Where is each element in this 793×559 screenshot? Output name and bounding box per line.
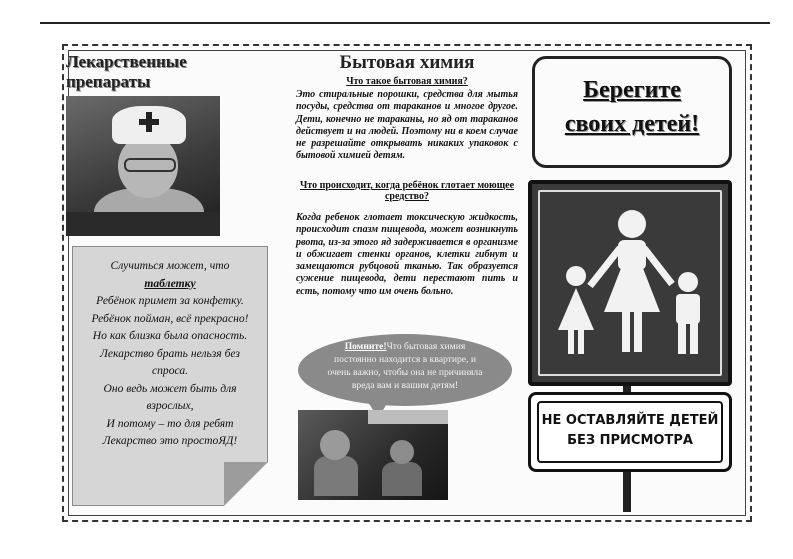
poem-line: И потому – то для ребят Лекарство это простоЯД! xyxy=(102,416,238,447)
paragraph-definition: Это стиральные порошки, средства для мытья посуды, средства от тараканов и многое другое. Дети, конечно не тараканы, но яд от тараканов действует и на людей. Поэтому ни в коем случае не разрешайте открывать никаких упаковок с бытовой химией детям. xyxy=(296,89,518,162)
poem-line: Но как близка была опасность. xyxy=(92,329,248,342)
reminder-bubble xyxy=(298,334,512,406)
table-surface xyxy=(66,212,220,236)
household-chemicals-heading: Бытовая химия xyxy=(339,52,475,73)
poem-line: Оно ведь может быть для взрослых, xyxy=(103,381,237,412)
question-swallow: Что происходит, когда ребёнок глотает моющее средство? xyxy=(299,180,515,202)
paragraph-consequences: Когда ребенок глотает токсическую жидкость, происходит спазм пищевода, может возникнуть рвота, из-за этого яд задерживается в организме и обжигает стенки органов, клетки гибнут и замещаются рубцовой тканью. Так образуется сужение пищевода, дети перестают пить и есть, потому что им очень больно. xyxy=(296,212,518,297)
poem-line: Ребёнок пойман, всё прекрасно! xyxy=(91,311,249,325)
poem-line: Ребёнок примет за конфетку. xyxy=(96,294,244,307)
children-with-chemicals-photo xyxy=(298,410,448,500)
poem-note xyxy=(72,246,268,506)
warning-line-2: БЕЗ ПРИСМОТРА xyxy=(567,433,693,448)
poem-line: Лекарство брать нельзя без спроса. xyxy=(100,346,240,377)
banner-line-1: Берегите xyxy=(583,77,681,103)
medical-cross-icon-bar xyxy=(139,119,159,125)
banner-line-2: своих детей! xyxy=(564,111,700,137)
poem-line: Случиться может, что xyxy=(110,259,230,272)
warning-plate-inner xyxy=(537,401,723,463)
baby-doctor-photo xyxy=(66,96,220,236)
family-road-sign xyxy=(528,180,732,386)
child-body xyxy=(382,462,422,496)
child-head xyxy=(320,430,350,460)
glasses xyxy=(124,158,176,172)
poem-line-pill: таблетку xyxy=(144,276,196,290)
child-body xyxy=(314,456,358,496)
family-pictogram-icon xyxy=(532,184,728,382)
warning-line-1: НЕ ОСТАВЛЯЙТЕ ДЕТЕЙ xyxy=(541,413,719,428)
page-curl xyxy=(224,462,268,506)
protect-children-banner xyxy=(532,56,732,168)
question-what-is: Что такое бытовая химия? xyxy=(346,76,468,87)
child-head xyxy=(390,440,414,464)
scan-edge-line xyxy=(40,22,770,24)
reminder-label: Помните! xyxy=(344,341,387,352)
shelf xyxy=(368,410,448,424)
reminder-text: Что бытовая химия постоянно находится в квартире, и очень важно, чтобы она не причиняла вреда вам и вашим детям! xyxy=(327,341,483,391)
warning-plate xyxy=(528,392,732,472)
medicines-heading: Лекарственные препараты xyxy=(66,52,187,91)
